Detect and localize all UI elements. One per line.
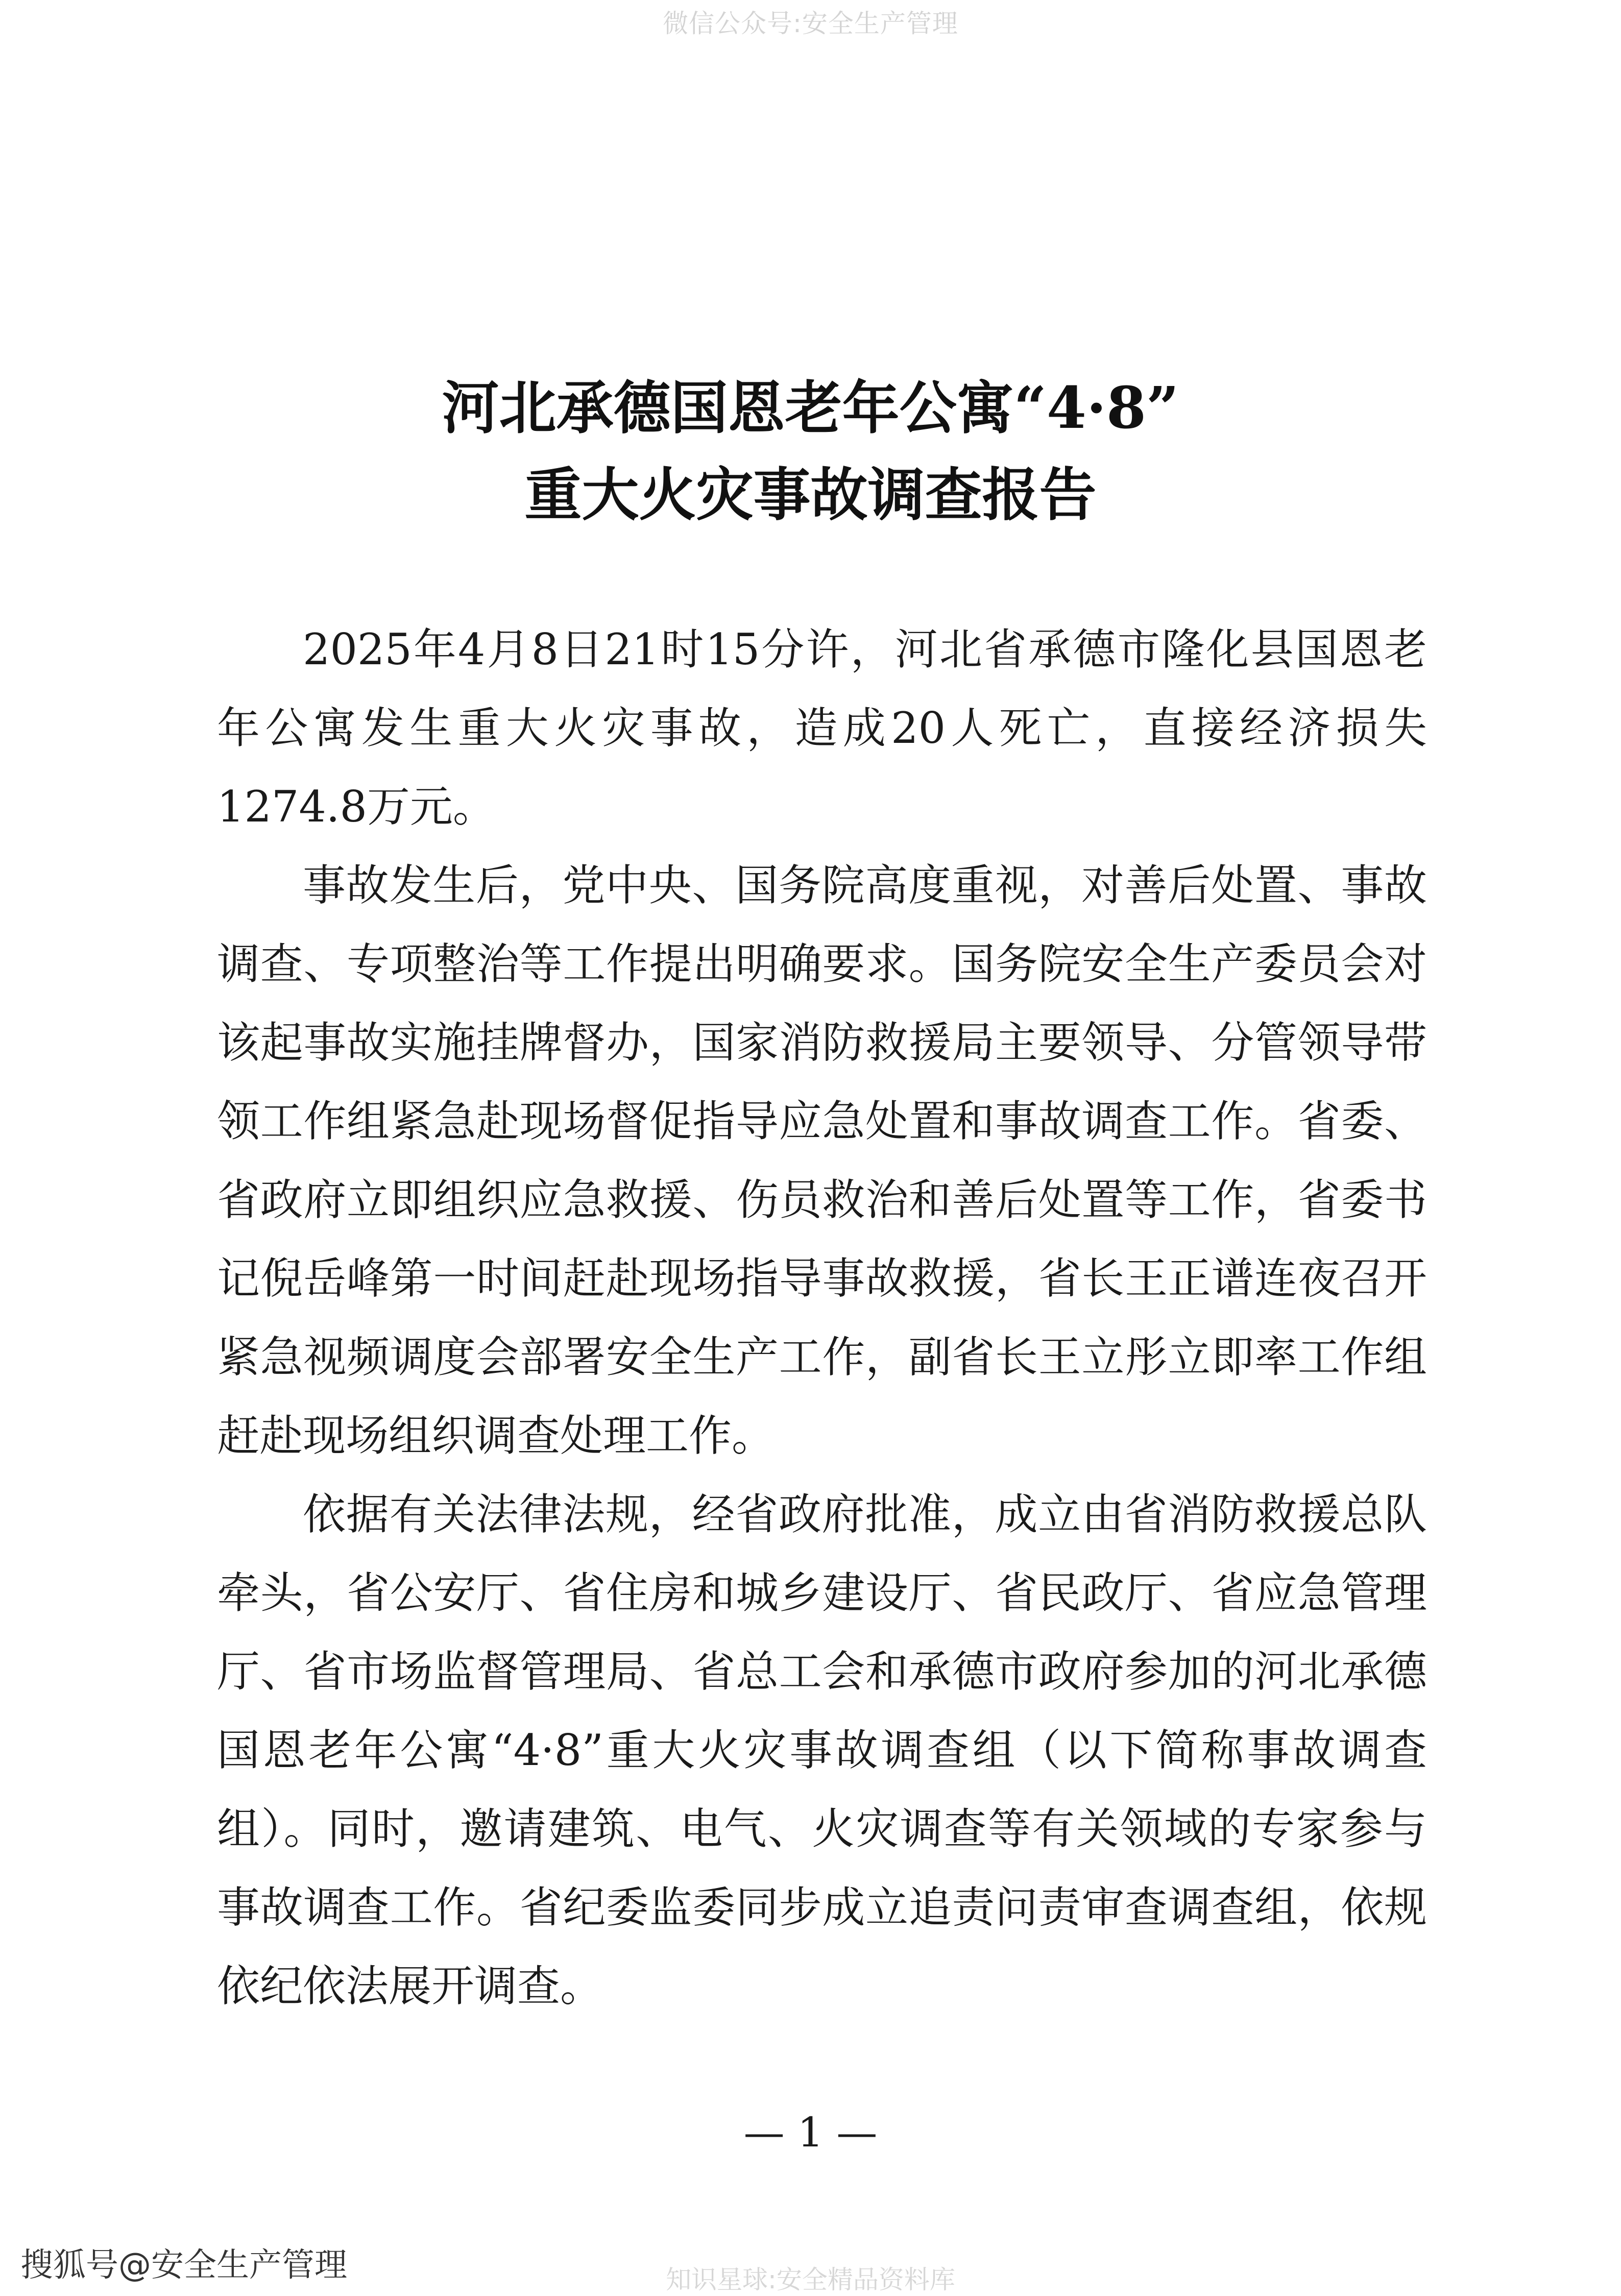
paragraph-investigation: 依据有关法律法规，经省政府批准，成立由省消防救援总队牵头，省公安厅、省住房和城乡建设厅、省民政厅、省应急管理厅、省市场监督管理局、省总工会和承德市政府参加的河北承德国恩老年公寓“4·8”重大火灾事故调查组（以下简称事故调查组）。同时，邀请建筑、电气、火灾调查等有关领域的专家参与事故调查工作。省纪委监委同步成立追责问责审查调查组，依规依纪依法展开调查。 [217,1489,1427,2011]
page-number: — 1 — [743,2109,878,2156]
watermark-top: 微信公众号:安全生产管理 [663,9,958,38]
title-line-1: 河北承德国恩老年公寓“4·8” [442,375,1179,442]
watermark-bottom-left: 搜狐号@安全生产管理 [20,2246,347,2284]
document-title [0,365,1621,539]
paragraph-summary: 2025年4月8日21时15分许，河北省承德市隆化县国恩老年公寓发生重大火灾事故，造成20人死亡，直接经济损失1274.8万元。 [217,624,1427,832]
paragraph-response: 事故发生后，党中央、国务院高度重视，对善后处置、事故调查、专项整治等工作提出明确要求。国务院安全生产委员会对该起事故实施挂牌督办，国家消防救援局主要领导、分管领导带领工作组紧急赴现场督促指导应急处置和事故调查工作。省委、省政府立即组织应急救援、伤员救治和善后处置等工作，省委书记倪岳峰第一时间赶赴现场指导事故救援，省长王正谱连夜召开紧急视频调度会部署安全生产工作，副省长王立彤立即率工作组赶赴现场组织调查处理工作。 [217,860,1427,1461]
title-line-2: 重大火灾事故调查报告 [524,462,1097,528]
watermark-bottom-center: 知识星球:安全精品资料库 [666,2265,955,2294]
document-body [217,610,1427,2025]
